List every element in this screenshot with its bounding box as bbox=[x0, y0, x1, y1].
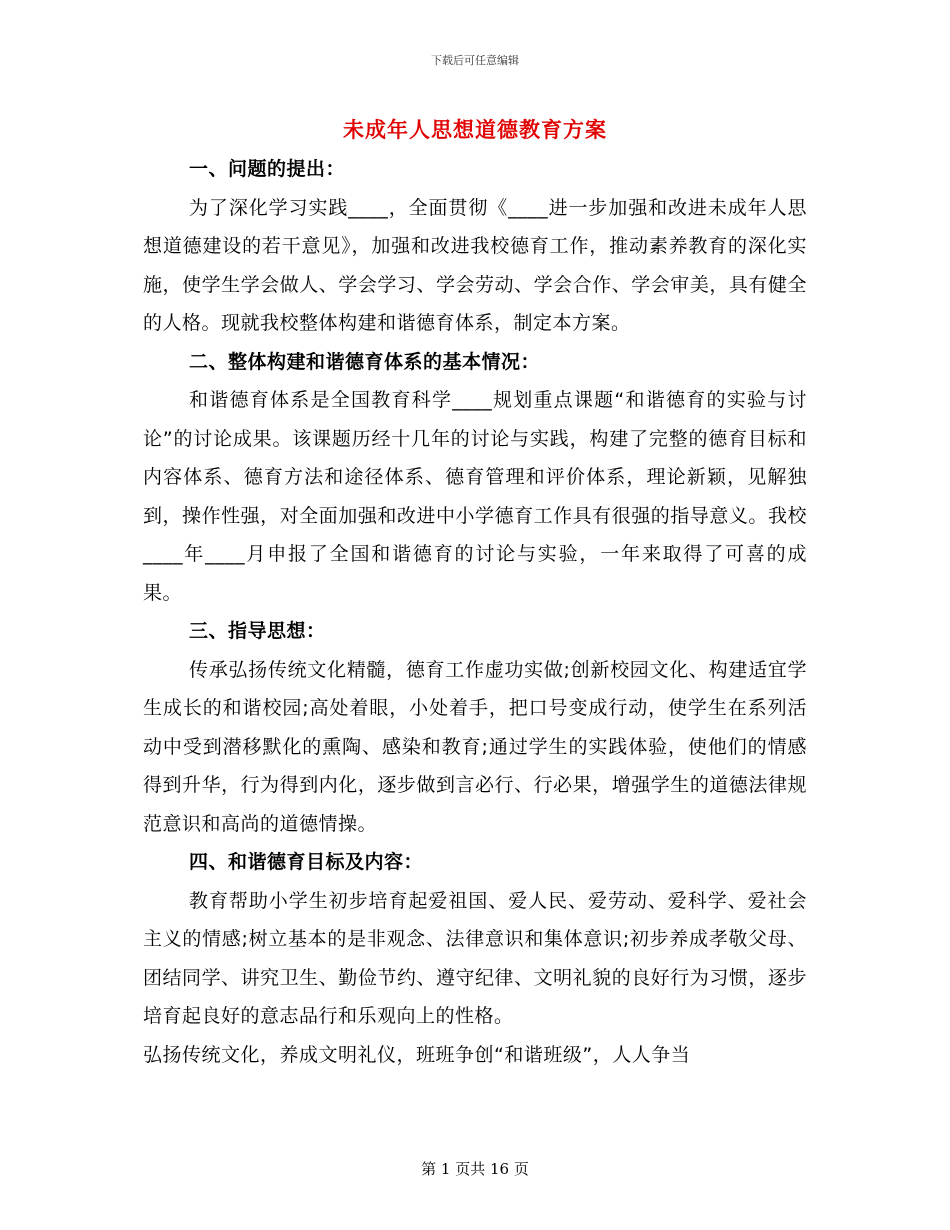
section-body-3: 传承弘扬传统文化精髓，德育工作虚功实做;创新校园文化、构建适宜学生成长的和谐校园;高处着眼，小处着手，把口号变成行动，使学生在系列活动中受到潜移默化的熏陶、感染和教育;通过学生的实践体验，使他们的情感得到升华，行为得到内化，逐步做到言必行、行必果，增强学生的道德法律规范意识和高尚的道德情操。 bbox=[143, 658, 807, 835]
document-body bbox=[143, 150, 807, 1074]
page-footer: 第 1 页共 16 页 bbox=[421, 1160, 529, 1178]
section-heading-1: 一、问题的提出： bbox=[189, 158, 346, 180]
section-heading-3: 三、指导思想： bbox=[189, 620, 326, 642]
section-body-1: 为了深化学习实践____，全面贯彻《____进一步加强和改进未成年人思想道德建设的若干意见》，加强和改进我校德育工作，推动素养教育的深化实施，使学生学会做人、学会学习、学会劳动、学会合作、学会审美，具有健全的人格。现就我校整体构建和谐德育体系，制定本方案。 bbox=[143, 196, 807, 334]
section-body-4-continuation: 弘扬传统文化，养成文明礼仪，班班争创“和谐班级”，人人争当 bbox=[143, 1043, 691, 1066]
section-heading-2: 二、整体构建和谐德育体系的基本情况： bbox=[189, 350, 541, 373]
section-body-4: 教育帮助小学生初步培育起爱祖国、爱人民、爱劳动、爱科学、爱社会主义的情感;树立基本的是非观念、法律意识和集体意识;初步养成孝敬父母、团结同学、讲究卫生、勤俭节约、遵守纪律、文明礼貌的良好行为习惯，逐步培育起良好的意志品行和乐观向上的性格。 bbox=[143, 889, 807, 1027]
section-heading-4: 四、和谐德育目标及内容： bbox=[189, 851, 424, 873]
header-note: 下载后可任意编辑 bbox=[431, 54, 519, 67]
section-body-2: 和谐德育体系是全国教育科学____规划重点课题“和谐德育的实验与讨论”的讨论成果。该课题历经十几年的讨论与实践，构建了完整的德育目标和内容体系、德育方法和途径体系、德育管理和评价体系，理论新颖，见解独到，操作性强，对全面加强和改进中小学德育工作具有很强的指导意义。我校____年____月申报了全国和谐德育的讨论与实验，一年来取得了可喜的成果。 bbox=[143, 389, 807, 604]
document-title: 未成年人思想道德教育方案 bbox=[343, 118, 607, 142]
